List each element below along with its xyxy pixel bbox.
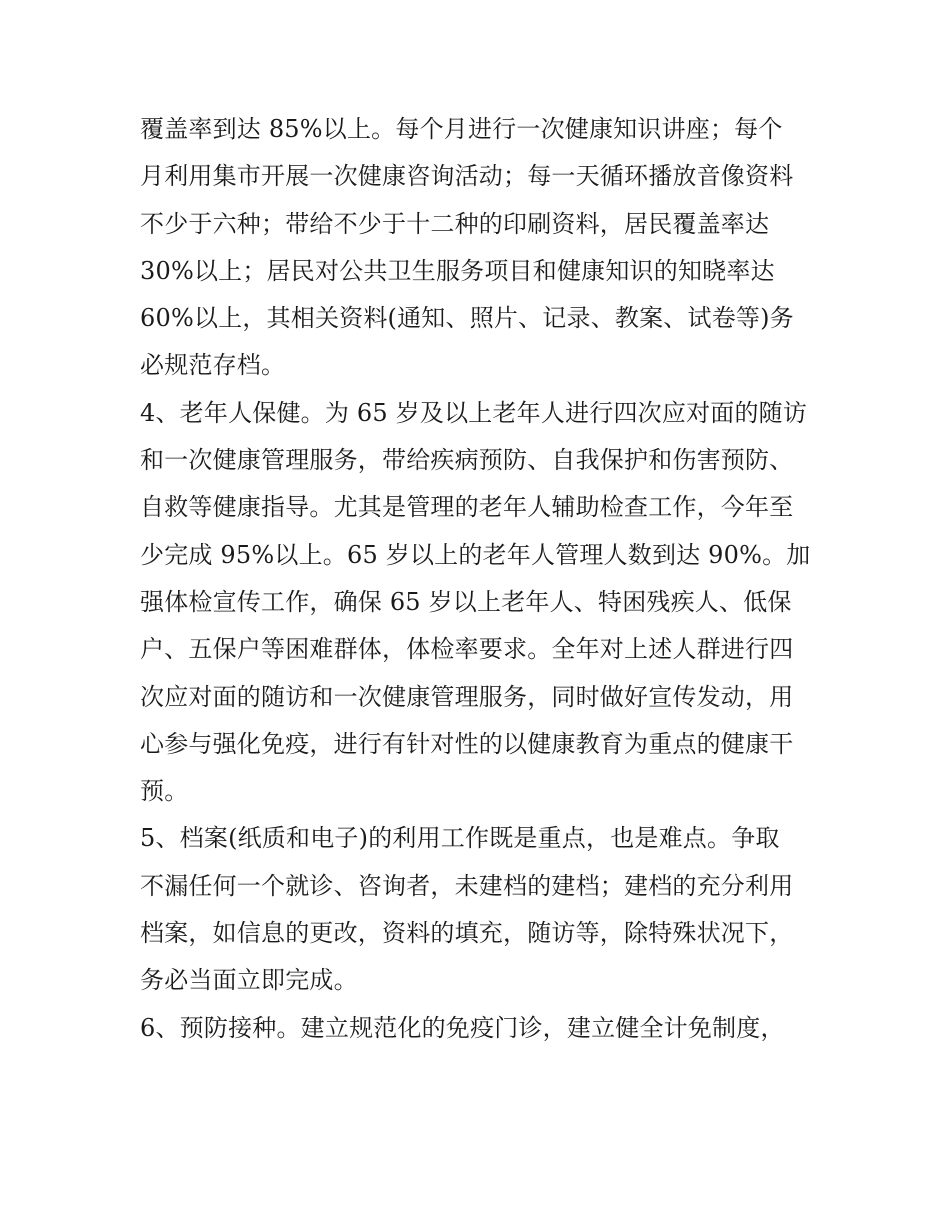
text-line: 预。 bbox=[140, 777, 189, 806]
text-line: 少完成 95%以上。65 岁以上的老年人管理人数到达 90%。加 bbox=[140, 540, 811, 569]
text-line: 务必当面立即完成。 bbox=[140, 966, 358, 995]
text-line: 自救等健康指导。尤其是管理的老年人辅助检查工作，今年至 bbox=[140, 493, 794, 522]
text-line: 6、预防接种。建立规范化的免疫门诊，建立健全计免制度， bbox=[140, 1013, 785, 1042]
text-line: 和一次健康管理服务，带给疾病预防、自我保护和伤害预防、 bbox=[140, 446, 794, 475]
text-line: 必规范存档。 bbox=[140, 351, 286, 380]
text-line: 强体检宣传工作，确保 65 岁以上老年人、特困残疾人、低保 bbox=[140, 587, 792, 616]
text-line: 户、五保户等困难群体，体检率要求。全年对上述人群进行四 bbox=[140, 635, 794, 664]
text-line: 不少于六种；带给不少于十二种的印刷资料，居民覆盖率达 bbox=[140, 209, 770, 238]
text-line: 心参与强化免疫，进行有针对性的以健康教育为重点的健康干 bbox=[140, 729, 794, 758]
text-line: 4、老年人保健。为 65 岁及以上老年人进行四次应对面的随访 bbox=[140, 398, 808, 427]
text-line: 覆盖率到达 85%以上。每个月进行一次健康知识讲座；每个 bbox=[140, 115, 783, 143]
text-line: 档案，如信息的更改，资料的填充，随访等，除特殊状况下， bbox=[140, 919, 794, 948]
text-line: 次应对面的随访和一次健康管理服务，同时做好宣传发动，用 bbox=[140, 682, 794, 711]
text-line: 月利用集市开展一次健康咨询活动；每一天循环播放音像资料 bbox=[140, 162, 794, 191]
text-line: 60%以上，其相关资料(通知、照片、记录、教案、试卷等)务 bbox=[140, 304, 794, 333]
text-line: 5、档案(纸质和电子)的利用工作既是重点，也是难点。争取 bbox=[140, 824, 780, 853]
document-body bbox=[140, 106, 830, 1052]
text-line: 30%以上；居民对公共卫生服务项目和健康知识的知晓率达 bbox=[140, 256, 775, 285]
text-line: 不漏任何一个就诊、咨询者，未建档的建档；建档的充分利用 bbox=[140, 871, 794, 900]
